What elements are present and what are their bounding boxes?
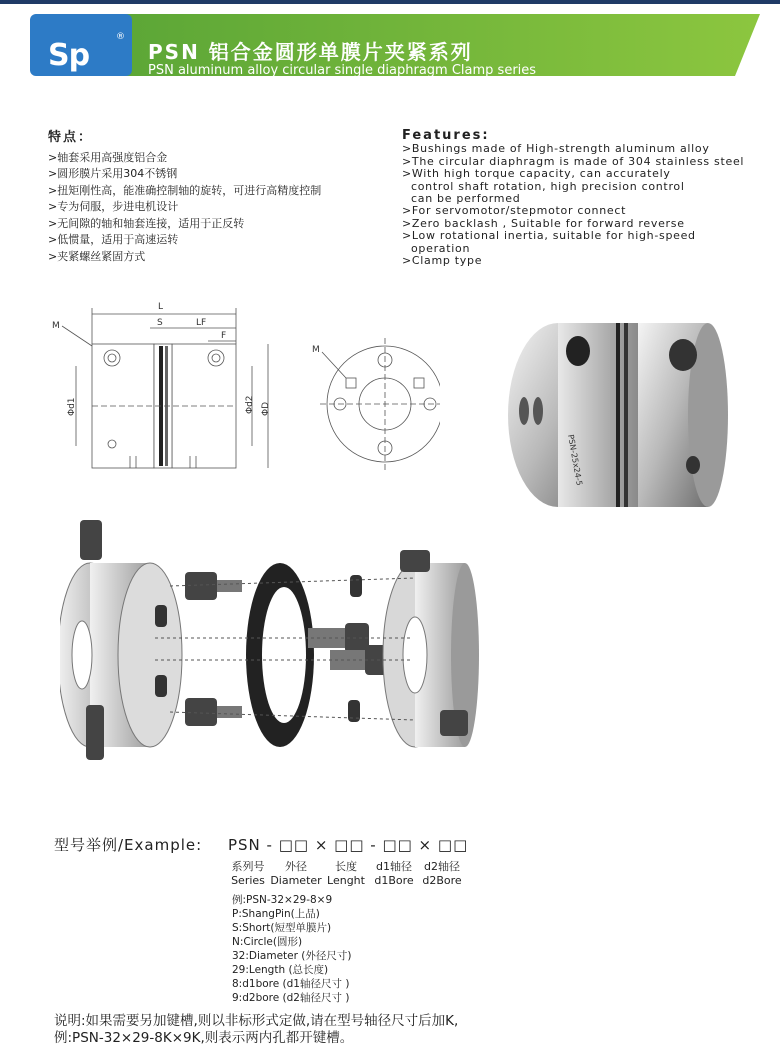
- dim-LF: LF: [196, 318, 207, 328]
- feature-cn-item: >夹紧螺丝紧固方式: [48, 249, 146, 263]
- dim-M-end: M: [312, 345, 320, 355]
- feature-cn-item: >轴套采用高强度铝合金: [48, 150, 168, 164]
- page-title-en: PSN aluminum alloy circular single diaphragm Clamp series: [148, 63, 537, 78]
- example-label: 型号举例/Example:: [54, 836, 203, 854]
- col-cn: 外径: [285, 860, 307, 873]
- feature-en-line: >The circular diaphragm is made of 304 stainless steel: [402, 154, 745, 168]
- header-banner: [0, 14, 780, 76]
- top-rule: [0, 0, 780, 4]
- example-col-diameter: [268, 860, 324, 888]
- col-en: d1Bore: [374, 874, 414, 887]
- note-line: S:Short(短型单膜片): [232, 922, 332, 934]
- remark: [54, 1013, 458, 1047]
- example-col-series: [226, 860, 270, 888]
- col-en: Series: [231, 874, 265, 887]
- registered-mark: ®: [116, 32, 125, 42]
- dim-L: L: [158, 302, 164, 312]
- page-title-cn: PSN 铝合金圆形单膜片夹紧系列: [148, 40, 473, 64]
- features-en: [402, 130, 762, 267]
- example-col-d1: [370, 860, 418, 888]
- dim-d2: Φd2: [245, 395, 255, 414]
- feature-cn-item: >圆形膜片采用304不锈钢: [48, 167, 178, 180]
- remark-line: 例:PSN-32×29-8K×9K,则表示两内孔都开键槽。: [54, 1030, 354, 1046]
- note-line: 29:Length (总长度): [232, 964, 329, 976]
- col-cn: 长度: [335, 860, 357, 873]
- note-line: P:ShangPin(上品): [232, 908, 320, 920]
- feature-cn-item: >无间隙的轴和轴套连接，适用于正反转: [48, 216, 245, 230]
- col-cn: d1轴径: [376, 860, 412, 873]
- feature-en-line: >Low rotational inertia, suitable for high-speed: [402, 229, 696, 243]
- feature-en-line: can be performed: [411, 192, 521, 206]
- dim-d1: Φd1: [67, 397, 77, 416]
- note-line: 9:d2bore (d2轴径尺寸 ): [232, 992, 350, 1004]
- col-en: Lenght: [327, 874, 365, 887]
- remark-line: 说明:如果需要另加键槽,则以非标形式定做,请在型号轴径尺寸后加K,: [54, 1013, 459, 1029]
- note-line: N:Circle(圆形): [232, 936, 303, 948]
- col-cn: 系列号: [231, 860, 265, 873]
- dim-F: F: [221, 331, 227, 341]
- feature-en-line: >Bushings made of High-strength aluminum alloy: [402, 142, 710, 156]
- feature-en-line: >Clamp type: [402, 254, 483, 268]
- features-cn-heading: 特点：: [48, 130, 94, 145]
- features-cn: [48, 130, 378, 265]
- example-col-d2: [418, 860, 466, 888]
- feature-cn-item: >低惯量，适用于高速运转: [48, 233, 179, 246]
- feature-en-line: operation: [411, 241, 471, 255]
- brand-logo: Sp: [48, 38, 90, 73]
- feature-cn-item: >专为伺服，步进电机设计: [48, 200, 179, 213]
- dim-M: M: [52, 321, 60, 331]
- example-col-length: [322, 860, 370, 888]
- col-cn: d2轴径: [424, 860, 460, 873]
- product-photo: [498, 315, 748, 515]
- example-row: [54, 834, 474, 855]
- feature-en-line: >With high torque capacity, can accurately: [402, 167, 671, 181]
- example-code: PSN - □□ × □□ - □□ × □□: [227, 836, 469, 854]
- dim-S: S: [157, 318, 163, 328]
- note-line: 32:Diameter (外径尺寸): [232, 950, 352, 962]
- note-line: 例:PSN-32×29-8×9: [232, 894, 333, 906]
- col-en: d2Bore: [422, 874, 462, 887]
- features-en-heading: Features:: [402, 128, 490, 143]
- dim-D: ΦD: [261, 401, 271, 416]
- exploded-view: [60, 520, 480, 770]
- feature-cn-item: >扭矩刚性高，能准确控制轴的旋转，可进行高精度控制: [48, 183, 322, 197]
- note-line: 8:d1bore (d1轴径尺寸 ): [232, 978, 350, 990]
- feature-en-line: >For servomotor/stepmotor connect: [402, 204, 627, 218]
- example-notes: [232, 893, 351, 1005]
- feature-en-line: >Zero backlash , Suitable for forward reverse: [402, 216, 685, 230]
- dimension-drawing: [40, 296, 440, 486]
- photo-marking: PSN-25x24-5: [566, 433, 584, 487]
- feature-en-line: control shaft rotation, high precision control: [411, 179, 685, 193]
- col-en: Diameter: [270, 874, 322, 887]
